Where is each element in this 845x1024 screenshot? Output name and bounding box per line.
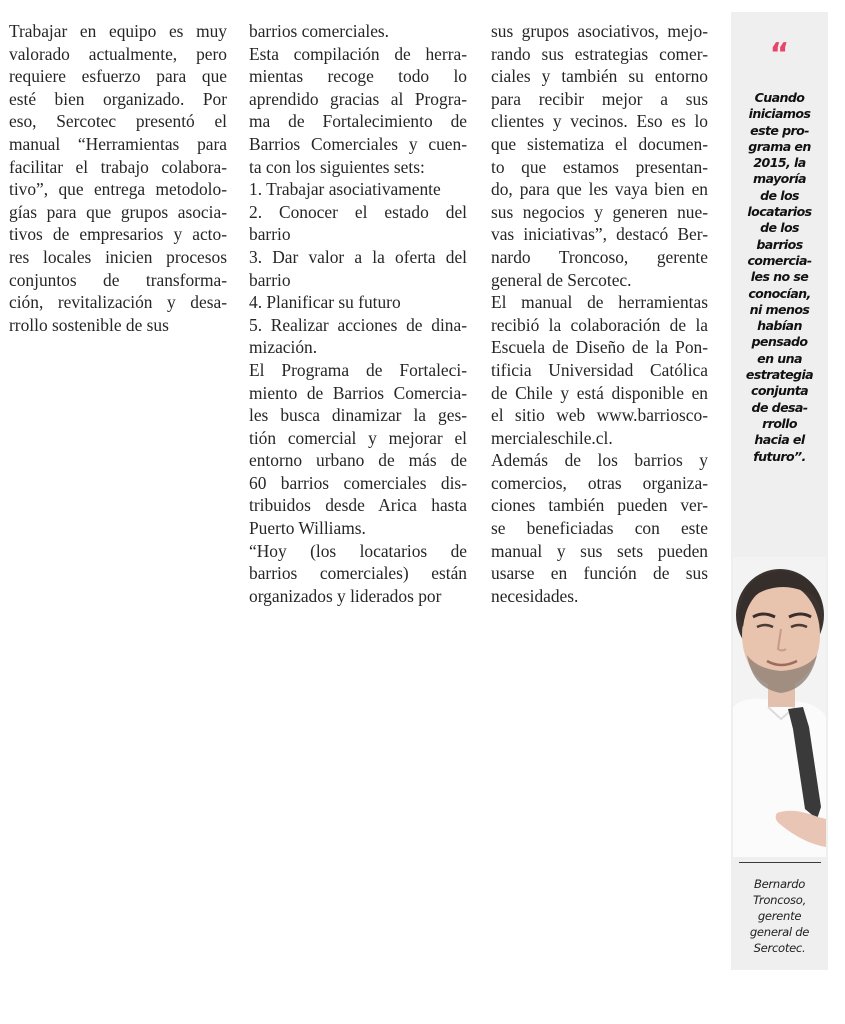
article-text-line: organizados y liderados por xyxy=(249,585,442,606)
article-column-3 xyxy=(491,20,708,607)
caption-line: Bernardo xyxy=(753,877,806,891)
pull-quote-line: grama en xyxy=(748,138,811,154)
article-text-line: do, para que les vaya bien en xyxy=(491,179,708,200)
article-text-line: eso, Sercotec presentó el xyxy=(9,111,227,132)
article-text-line: tificia Universidad Católica xyxy=(491,359,708,380)
article-text-line: que sistematiza el documen- xyxy=(491,133,708,154)
article-text-line: gías para que grupos asocia- xyxy=(9,201,227,222)
pull-quote-line: de los xyxy=(760,220,799,236)
article-text-line: nardo Troncoso, gerente xyxy=(491,246,708,267)
article-text-line: ción, revitalización y desa- xyxy=(9,292,227,313)
pull-quote-line: mayoría xyxy=(753,171,806,187)
article-text-line: Además de los barrios y xyxy=(491,450,708,471)
pull-quote-line: conjunta xyxy=(750,383,809,399)
quote-mark-icon: “ xyxy=(769,37,790,72)
article-text-line: mización. xyxy=(249,337,318,358)
pull-quote-line: habían xyxy=(757,318,802,334)
article-column-2 xyxy=(249,20,467,607)
article-text-line: valorado actualmente, pero xyxy=(9,43,227,64)
article-text-line: res locales inicien procesos xyxy=(9,246,227,267)
article-text-line: Escuela de Diseño de la Pon- xyxy=(491,337,708,358)
article-text-line: sus negocios y generen nue- xyxy=(491,201,708,222)
article-text-line: 2. Conocer el estado del xyxy=(249,201,467,222)
photo-caption xyxy=(731,876,828,956)
pull-quote-line: en una xyxy=(757,350,802,366)
pull-quote-sidebar xyxy=(731,12,828,970)
article-text-line: barrio xyxy=(249,269,291,290)
article-text-line: necesidades. xyxy=(491,585,579,606)
article-text-line: esté bien organizado. Por xyxy=(9,88,227,109)
article-text-line: ciales y también su entorno xyxy=(491,66,708,87)
caption-line: general de xyxy=(749,925,810,939)
article-text-line: Barrios Comerciales y cuen- xyxy=(249,133,467,154)
article-text-line: Puerto Williams. xyxy=(249,518,366,539)
article-text-line: ta con los siguientes sets: xyxy=(249,156,425,177)
portrait-photo xyxy=(733,557,826,857)
pull-quote-line: estrategia xyxy=(745,367,814,383)
article-text-line: barrios comerciales. xyxy=(249,21,390,41)
article-text-line: to que estamos presentan- xyxy=(491,156,708,177)
article-text-line: recibió la colaboración de la xyxy=(491,314,708,335)
pull-quote-line: hacia el xyxy=(754,432,805,448)
article-text-line: ciones también pueden ver- xyxy=(491,495,708,516)
article-text-line: 5. Realizar acciones de dina- xyxy=(249,314,467,335)
article-text-line: mercialeschile.cl. xyxy=(491,427,613,448)
pull-quote-line: locatarios xyxy=(747,204,812,220)
article-text-line: se beneficiadas con este xyxy=(491,518,708,539)
article-text-line: barrios comerciales) están xyxy=(249,563,467,584)
article-text-line: Esta compilación de herra- xyxy=(249,43,467,64)
article-text-line: el sitio web www.barriosco- xyxy=(491,405,708,426)
article-text-line: El Programa de Fortaleci- xyxy=(249,359,467,380)
article-text-line: rando sus estrategias comer- xyxy=(491,43,708,64)
article-text-line: 60 barrios comerciales dis- xyxy=(249,472,467,493)
article-text-line: requiere esfuerzo para que xyxy=(9,66,227,87)
pull-quote-line: comercia- xyxy=(747,252,812,268)
article-text-line: les busca dinamizar la ges- xyxy=(249,405,467,426)
pull-quote-line: futuro”. xyxy=(753,448,806,464)
pull-quote-line: Cuando xyxy=(754,90,805,105)
article-text-line: comercios, otras organiza- xyxy=(491,472,708,493)
article-text-line: aprendido gracias al Progra- xyxy=(249,88,467,109)
caption-line: Sercotec. xyxy=(753,941,806,955)
caption-divider xyxy=(739,862,821,863)
portrait-illustration xyxy=(733,557,826,857)
pull-quote-line: ni menos xyxy=(749,301,810,317)
pull-quote-line: de los xyxy=(760,187,799,203)
article-text-line: de Chile y está disponible en xyxy=(491,382,708,403)
article-text-line: manual “Herramientas para xyxy=(9,133,227,154)
article-column-1 xyxy=(9,20,227,336)
pull-quote-line: 2015, la xyxy=(753,155,806,171)
article-text-line: miento de Barrios Comercia- xyxy=(249,382,467,403)
article-text-line: usarse en función de sus xyxy=(491,563,708,584)
pull-quote-line: iniciamos xyxy=(748,106,811,122)
article-text-line: tribuidos desde Arica hasta xyxy=(249,495,467,516)
pull-quote-line: de desa- xyxy=(751,399,808,415)
article-text-line: 3. Dar valor a la oferta del xyxy=(249,246,467,267)
article-text-line: general de Sercotec. xyxy=(491,269,632,290)
article-text-line: ma de Fortalecimiento de xyxy=(249,111,467,132)
caption-line: gerente xyxy=(757,909,802,923)
pull-quote-line: pensado xyxy=(751,334,808,350)
article-text-line: barrio xyxy=(249,224,291,245)
article-text-line: manual y sus sets pueden xyxy=(491,540,708,561)
article-text-line: mientas recoge todo lo xyxy=(249,66,467,87)
article-text-line: rrollo sostenible de sus xyxy=(9,314,169,335)
article-text-line: Trabajar en equipo es muy xyxy=(9,21,227,41)
pull-quote-line: este pro- xyxy=(750,122,809,138)
article-text-line: entorno urbano de más de xyxy=(249,450,467,471)
article-text-line: 1. Trabajar asociativamente xyxy=(249,179,441,200)
article-text-line: tivo”, que entrega metodolo- xyxy=(9,179,227,200)
article-text-line: clientes y vecinos. Eso es lo xyxy=(491,111,708,132)
article-text-line: “Hoy (los locatarios de xyxy=(249,540,467,561)
pull-quote-line: rrollo xyxy=(762,415,797,431)
article-text-line: facilitar el trabajo colabora- xyxy=(9,156,227,177)
article-text-line: tión comercial y mejorar el xyxy=(249,427,467,448)
pull-quote-line: conocían, xyxy=(748,285,811,301)
pull-quote xyxy=(731,90,828,465)
pull-quote-line: les no se xyxy=(750,269,809,285)
article-text-line: 4. Planificar su futuro xyxy=(249,292,401,313)
caption-line: Troncoso, xyxy=(753,893,806,907)
article-text-line: tivos de empresarios y acto- xyxy=(9,224,227,245)
article-text-line: sus grupos asociativos, mejo- xyxy=(491,21,708,41)
article-text-line: vas iniciativas”, destacó Ber- xyxy=(491,224,708,245)
article-text-line: conjuntos de transforma- xyxy=(9,269,227,290)
pull-quote-line: barrios xyxy=(756,236,803,252)
article-text-line: El manual de herramientas xyxy=(491,292,708,313)
article-text-line: para recibir mejor a sus xyxy=(491,88,708,109)
